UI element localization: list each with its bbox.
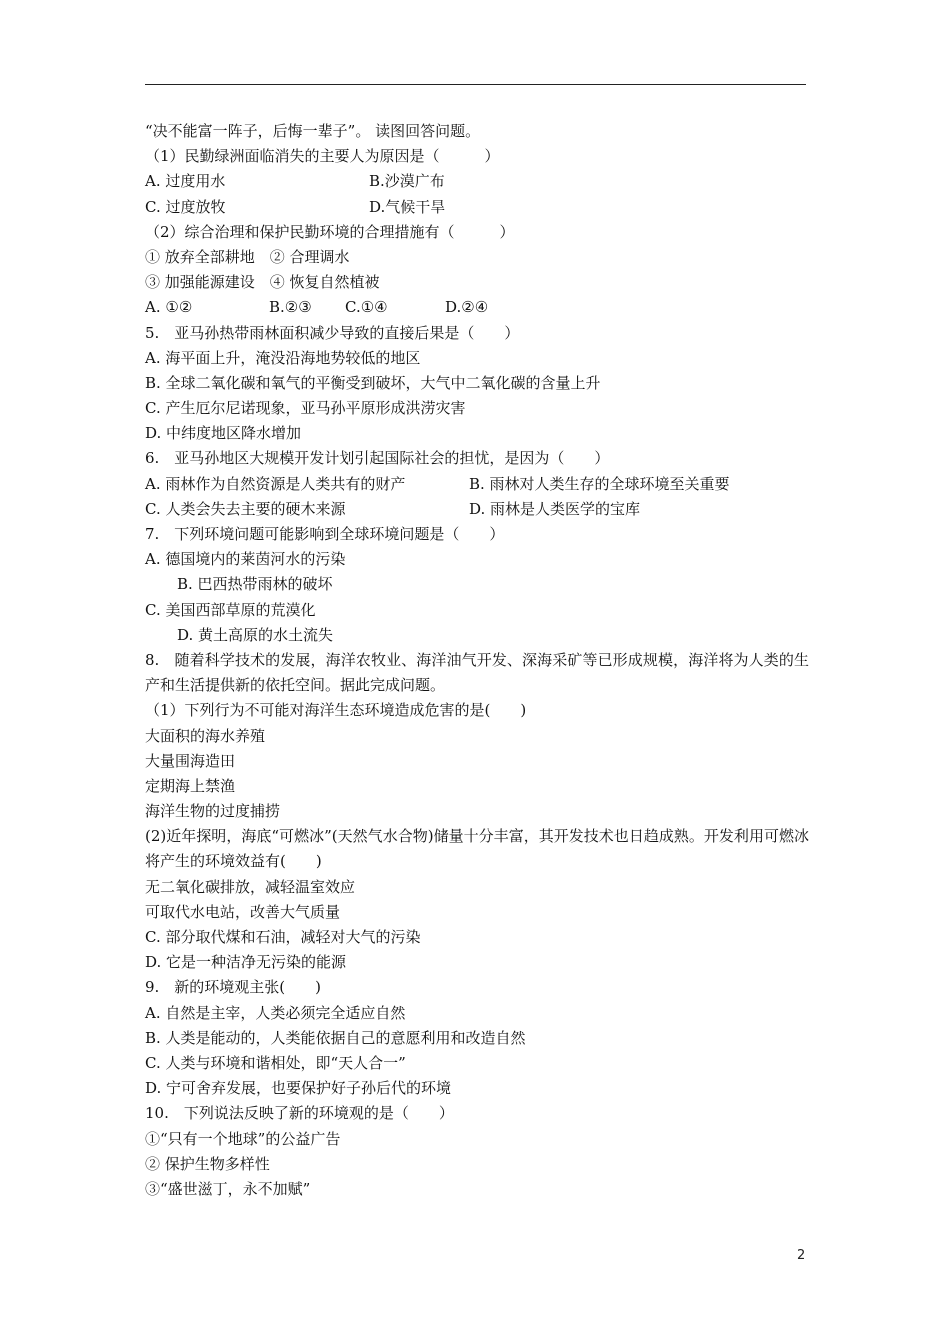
q9-option-a: A. 自然是主宰，人类必须完全适应自然 — [145, 1003, 406, 1022]
q9-option-b: B. 人类是能动的，人类能依据自己的意愿利用和改造自然 — [145, 1028, 526, 1047]
q8-part1-option-d: 海洋生物的过度捕捞 — [145, 802, 281, 821]
q5-option-c: C. 产生厄尔尼诺现象，亚马孙平原形成洪涝灾害 — [145, 399, 466, 418]
q4-part2-options — [145, 295, 809, 320]
q5-option-d: D. 中纬度地区降水增加 — [145, 424, 302, 443]
option-c: C. 人类会失去主要的硬木来源 — [145, 499, 346, 518]
q8-part2-stem: (2)近年探明，海底“可燃冰”(天然气水合物)储量十分丰富，其开发技术也日趋成熟。开发利用可燃冰将产生的环境效益有( ) — [145, 827, 809, 871]
q7-option-b: B. 巴西热带雨林的破坏 — [177, 575, 333, 594]
q8-part2-option-d: D. 它是一种洁净无污染的能源 — [145, 953, 347, 972]
q9-stem: 9. 新的环境观主张( ) — [145, 978, 322, 997]
q5-option-a: A. 海平面上升，淹没沿海地势较低的地区 — [145, 348, 421, 367]
q6-options-row1 — [145, 472, 809, 497]
header-rule — [145, 84, 806, 85]
q4-part1-options-row2 — [145, 195, 809, 220]
option-d: D.②④ — [445, 298, 489, 317]
q4-part2-items-1: ① 放弃全部耕地 ② 合理调水 — [145, 247, 350, 266]
option-b: B. 雨林对人类生存的全球环境至关重要 — [469, 474, 730, 493]
option-a: A. 过度用水 — [145, 172, 226, 191]
page-number: 2 — [797, 1248, 806, 1263]
q8-part1-option-c: 定期海上禁渔 — [145, 776, 236, 795]
q7-option-d: D. 黄土高原的水土流失 — [177, 625, 334, 644]
q6-stem: 6. 亚马孙地区大规模开发计划引起国际社会的担忧，是因为（ ） — [145, 449, 610, 468]
option-c: C.①④ — [345, 298, 388, 317]
q10-item-2: ② 保护生物多样性 — [145, 1154, 270, 1173]
document-body — [145, 119, 809, 1202]
q4-part2-items-2: ③ 加强能源建设 ④ 恢复自然植被 — [145, 273, 380, 292]
q7-option-a: A. 德国境内的莱茵河水的污染 — [145, 550, 346, 569]
q8-part1-stem: （1）下列行为不可能对海洋生态环境造成危害的是( ) — [145, 701, 527, 720]
q4-part2-stem: （2）综合治理和保护民勤环境的合理措施有（ ） — [145, 222, 515, 241]
q8-part1-option-b: 大量围海造田 — [145, 751, 236, 770]
option-b: B.沙漠广布 — [369, 172, 445, 191]
q7-option-c: C. 美国西部草原的荒漠化 — [145, 600, 316, 619]
q8-part2-option-c: C. 部分取代煤和石油，减轻对大气的污染 — [145, 928, 421, 947]
q9-option-d: D. 宁可舍弃发展，也要保护好子孙后代的环境 — [145, 1079, 452, 1098]
q8-part2-option-a: 无二氧化碳排放，减轻温室效应 — [145, 877, 356, 896]
intro-line: “决不能富一阵子，后悔一辈子”。 读图回答问题。 — [145, 122, 481, 140]
q10-stem: 10. 下列说法反映了新的环境观的是（ ） — [145, 1104, 454, 1123]
q6-options-row2 — [145, 497, 809, 522]
option-a: A. ①② — [145, 298, 193, 317]
q9-option-c: C. 人类与环境和谐相处，即“天人合一” — [145, 1054, 406, 1072]
option-d: D. 雨林是人类医学的宝库 — [469, 499, 641, 518]
q7-stem: 7. 下列环境问题可能影响到全球环境问题是（ ） — [145, 525, 505, 543]
q8-part2-option-b: 可取代水电站，改善大气质量 — [145, 902, 341, 921]
q4-part1-stem: （1）民勤绿洲面临消失的主要人为原因是（ ） — [145, 147, 500, 166]
option-a: A. 雨林作为自然资源是人类共有的财产 — [145, 474, 406, 493]
option-d: D.气候干旱 — [369, 197, 446, 216]
q8-part1-option-a: 大面积的海水养殖 — [145, 726, 266, 745]
q10-item-1: ①“只有一个地球”的公益广告 — [145, 1129, 341, 1148]
q10-item-3: ③“盛世滋丁，永不加赋” — [145, 1179, 311, 1198]
q4-part1-options-row1 — [145, 169, 809, 194]
q5-option-b: B. 全球二氧化碳和氧气的平衡受到破坏，大气中二氧化碳的含量上升 — [145, 373, 601, 392]
q5-stem: 5. 亚马孙热带雨林面积减少导致的直接后果是（ ） — [145, 323, 520, 342]
q8-stem: 8. 随着科学技术的发展，海洋农牧业、海洋油气开发、深海采矿等已形成规模，海洋将为人类的生产和生活提供新的依托空间。据此完成问题。 — [145, 650, 809, 695]
option-c: C. 过度放牧 — [145, 197, 226, 216]
option-b: B.②③ — [269, 298, 312, 317]
